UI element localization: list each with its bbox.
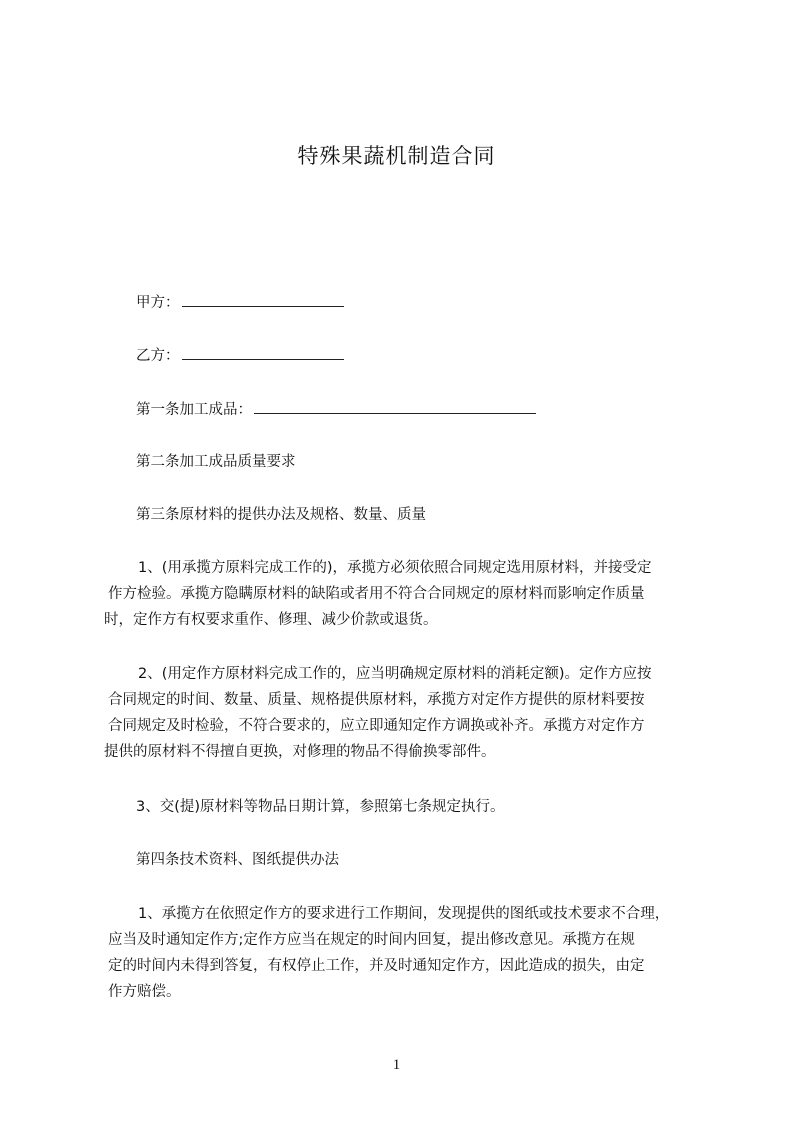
clause3-2-line3: 合同规定及时检验，不符合要求的，应立即通知定作方调换或补齐。承揽方对定作方 (108, 718, 645, 734)
clause4-1-line2: 应当及时通知定作方;定作方应当在规定的时间内回复，提出修改意见。承揽方在规 (108, 932, 635, 948)
party-a-label: 甲方： (136, 295, 180, 311)
article1-line (136, 399, 536, 420)
party-b-line (136, 345, 344, 366)
clause4-1-line1: 1、承揽方在依照定作方的要求进行工作期间，发现提供的图纸或技术要求不合理， (138, 906, 670, 922)
clause3-2-line1: 2、(用定作方原材料完成工作的，应当明确规定原材料的消耗定额)。定作方应按 (138, 666, 652, 682)
article4-heading: 第四条技术资料、图纸提供办法 (136, 852, 339, 868)
clause3-1-line1: 1、(用承揽方原料完成工作的)，承揽方必须依照合同规定选用原材料，并接受定 (138, 560, 652, 576)
document-title: 特殊果蔬机制造合同 (297, 144, 496, 168)
article2-heading: 第二条加工成品质量要求 (136, 454, 296, 470)
article1-blank (254, 399, 536, 414)
clause3-1-line2: 作方检验。承揽方隐瞒原材料的缺陷或者用不符合合同规定的原材料而影响定作质量 (108, 586, 645, 602)
party-b-blank (182, 345, 344, 360)
clause3-2-line2: 合同规定的时间、数量、质量、规格提供原材料，承揽方对定作方提供的原材料要按 (108, 692, 645, 708)
article3-heading: 第三条原材料的提供办法及规格、数量、质量 (136, 507, 426, 523)
party-b-label: 乙方： (136, 348, 180, 364)
article1-label: 第一条加工成品： (136, 402, 252, 418)
clause3-3: 3、交(提)原材料等物品日期计算，参照第七条规定执行。 (136, 799, 505, 815)
clause4-1-line3: 定的时间内未得到答复，有权停止工作，并及时通知定作方，因此造成的损失，由定 (108, 958, 645, 974)
page-number: 1 (392, 1057, 401, 1073)
party-a-blank (182, 292, 344, 307)
clause3-1-line3: 时，定作方有权要求重作、修理、减少价款或退货。 (104, 612, 438, 628)
clause3-2-line4: 提供的原材料不得擅自更换，对修理的物品不得偷换零部件。 (104, 744, 496, 760)
clause4-1-line4: 作方赔偿。 (108, 984, 181, 1000)
party-a-line (136, 292, 344, 313)
